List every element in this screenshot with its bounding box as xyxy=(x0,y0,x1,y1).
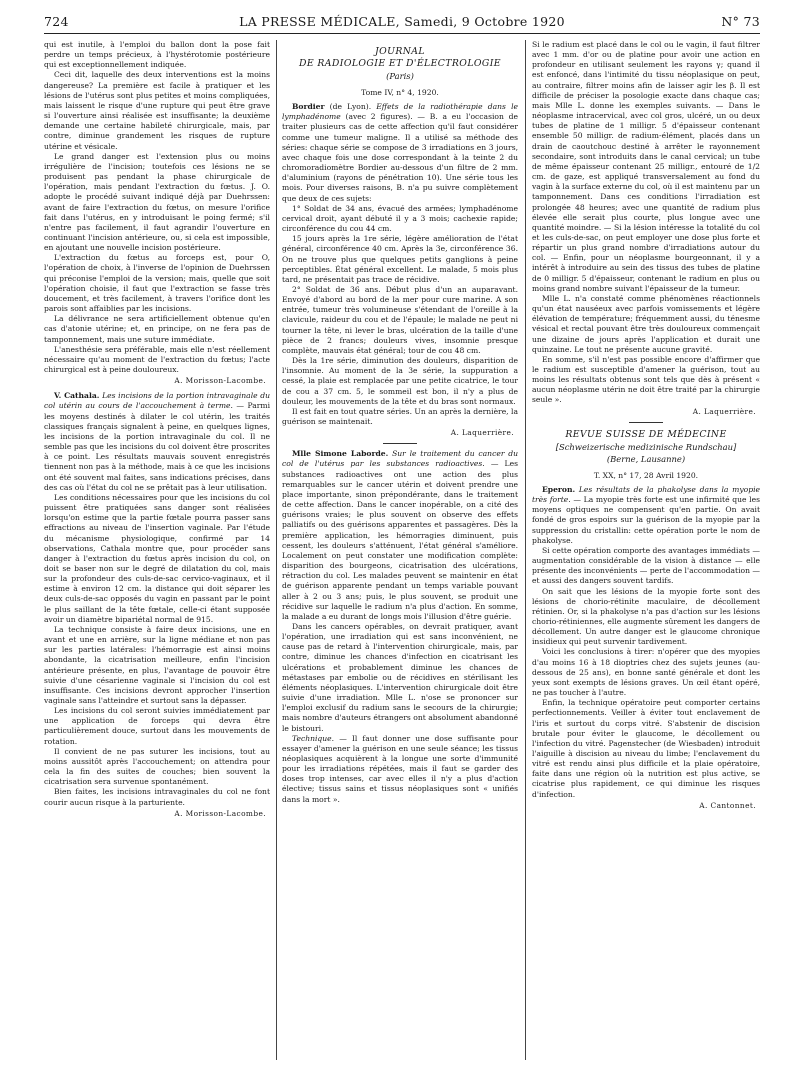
paragraph: Mlle L. n'a constaté comme phénomènes réactionnels qu'un état nauséeux avec parfois vomissements et légère élévation de température; fréquemment aussi, du ténesme vésical et rectal pouvant être très douloureux commençait une dizaine de jours après l'application et durait une quinzaine. Le tout ne présente aucune gravité. xyxy=(532,293,760,354)
page-number: 724 xyxy=(44,14,69,29)
paragraph: Il convient de ne pas suturer les incisions, tout au moins aussitôt après l'accouchement; on attendra pour cela la fin des suites de couches; bien souvent la cicatrisation sera survenue spontanément. xyxy=(44,746,270,787)
signature: A. Laquerrière. xyxy=(450,428,514,438)
paragraph: 1° Soldat de 34 ans, évacué des armées; lymphadénome cervical droit, ayant débuté il y a 3 mois; cachexie rapide; circonférence du cou 44 cm. xyxy=(282,203,518,234)
paragraph: Le grand danger est l'extension plus ou moins irrégulière de l'incision; toutefois ces lésions ne se produisent pas pendant la phase chirurgicale de l'opération, mais pendant l'extraction du fœtus. J. O. adopte le procédé suivant indiqué déjà par Duehrssen: avant de faire l'extraction du fœtus, on mesure l'orifice fait dans l'utérus, en y introduisant le poing fermé; s'il n'entre pas facilement, il faut agrandir l'ouverture en continuant l'incision antérieure, ou, si cela est impossible, en ajoutant une nouvelle incision postérieure. xyxy=(44,151,270,253)
paragraph: Les incisions du col seront suivies immédiatement par une application de forceps qui devra être particulièrement douce, surtout dans les mouvements de rotation. xyxy=(44,706,270,746)
paragraph: Si cette opération comporte des avantages immédiats — augmentation considérable de la vision à distance — elle présente des inconvénients — perte de l'accommodation — et aussi des dangers souvent tardifs. xyxy=(532,545,760,586)
paragraph: 2° Soldat de 36 ans. Début plus d'un an auparavant. Envoyé d'abord au bord de la mer pour cure marine. A son entrée, tumeur très volumineuse s'étendant de l'oreille à la clavicule, raideur du cou et de l'épaule; le malade ne peut ni tourner la tête, ni lever le bras, ulcération de la taille d'une pièce de 2 francs; douleurs vives, insomnie presque complète, mauvais état général; tour de cou 48 cm. xyxy=(282,284,518,355)
section-rule xyxy=(383,443,417,444)
journal-place: (Paris) xyxy=(386,71,414,81)
article-author: Mlle Simone Laborde. xyxy=(292,449,389,459)
paragraph: Les conditions nécessaires pour que les incisions du col puissent être pratiquées sans danger sont réalisées lorsqu'on estime que la partie fœtale pourra passer sans effractions au niveau de l'insertion vaginale. Par l'étude du mécanisme physiologique, confirmé par 14 observations, Cathala montre que, pour procéder sans danger à l'extraction du fœtus après incision du col, on doit se baser non sur le degré de dilatation du col, mais sur la profondeur des culs-de-sac cervico-vaginaux, et il estime à environ 12 cm. la distance qui doit séparer les deux culs-de-sac opposés du vagin en passant par le point le plus saillant de la tête fœtale, celle-ci étant supposée avoir un diamètre bipariétal normal de 915. xyxy=(44,492,270,624)
issue-number: N° 73 xyxy=(721,14,760,29)
paragraph: L'anesthésie sera préférable, mais elle n'est réellement nécessaire qu'au moment de l'extraction du fœtus; l'acte chirurgical est à peine douloureux. xyxy=(44,344,270,374)
journal-heading xyxy=(532,429,760,465)
running-title: LA PRESSE MÉDICALE, Samedi, 9 Octobre 1920 xyxy=(239,14,565,29)
paragraph: Ceci dit, laquelle des deux interventions est la moins dangereuse? La première est facile à pratiquer et les lésions de l'utérus sont plus petites et moins compliquées, mais laissent le risque d'une rupture qui peut être grave si l'ouverture ainsi réalisée est insuffisante; la deuxième demande une certaine habileté chirurgicale, mais, par contre, diminue grandement les risques de rupture utérine et vésicale. xyxy=(44,70,270,151)
paragraph: 15 jours après la 1re série, légère amélioration de l'état général, circonférence 40 cm. Après la 3e, circonférence 36. On ne trouve plus que quelques petits ganglions à peine perceptibles. État général excellent. Le malade, 5 mois plus tard, ne présentait pas trace de récidive. xyxy=(282,234,518,284)
paragraph: La technique consiste à faire deux incisions, une en avant et une en arrière, sur la ligne médiane et non pas sur les parties latérales: l'hémorragie est ainsi moins abondante, la cicatrisation meilleure, enfin l'incision antérieure présente, en plus, l'avantage de pouvoir être suivie d'une césarienne vaginale si l'incision du col est insuffisante. Ces incisions devront approcher l'insertion vaginale sans l'atteindre et surtout sans la dépasser. xyxy=(44,624,270,705)
paragraph: Dès la 1re série, diminution des douleurs, disparition de l'insomnie. Au moment de la 3e série, la suppuration a cessé, la plaie est remplacée par une petite cicatrice, le tour de cou a 37 cm. 5, le sommeil est bon, il n'y a plus de douleur, les mouvements de la tête et du bras sont normaux. xyxy=(282,356,518,406)
article-intro xyxy=(282,102,518,204)
article-intro xyxy=(282,449,518,622)
page-header xyxy=(44,14,760,32)
column-middle xyxy=(282,40,518,1060)
column-divider xyxy=(276,40,277,1060)
journal-name-line: DE RADIOLOGIE ET D'ÉLECTROLOGIE xyxy=(298,58,501,69)
column-right xyxy=(532,40,760,1060)
signature: A. Cantonnet. xyxy=(699,800,756,810)
paragraph: Dans les cancers opérables, on devrait pratiquer, avant l'opération, une irradiation qui est sans inconvénient, ne cause pas de retard à l'intervention chirurgicale, mais, par contre, diminue les chances d'infection en cicatrisant les ulcérations et probablement diminue les chances de métastases par embolie ou de récidives en stérilisant les éléments néoplasiques. L'intervention chirurgicale doit être suivie d'une irradiation. Mlle L. n'ose se prononcer sur l'emploi exclusif du radium sans le secours de la chirurgie; mais nombre d'auteurs étrangers ont absolument abandonné le bistouri. xyxy=(282,621,518,733)
header-rule xyxy=(44,33,760,34)
paragraph: L'extraction du fœtus au forceps est, pour O, l'opération de choix, à l'inverse de l'opinion de Duehrssen qui préconise l'emploi de la version; mais, quelle que soit l'opération choisie, il faut que l'extraction se fasse très doucement, et très facilement, à travers l'orifice dont les parois sont affaiblies par les incisions. xyxy=(44,253,270,314)
article-intro xyxy=(532,485,760,546)
article-title: Les incisions de la portion intravaginale du col utérin au cours de l'accouchement à terme. xyxy=(44,391,270,411)
paragraph: qui est inutile, à l'emploi du ballon dont la pose fait perdre un temps précieux, à l'hystérotomie postérieure qui est exceptionnellement indiquée. xyxy=(44,40,270,70)
paragraph: En somme, s'il n'est pas possible encore d'affirmer que le radium est susceptible d'amener la guérison, tout au moins les résultats obtenus sont tels que dès à présent « aucun néoplasme utérin ne doit être traité par la chirurgie seule ». xyxy=(532,354,760,405)
column-divider xyxy=(525,40,526,1060)
article-title: Sur le traitement du cancer du col de l'utérus par les substances radioactives. xyxy=(282,449,518,469)
signature: A. Morisson-Lacombe. xyxy=(174,376,266,386)
article-author: Bordier xyxy=(292,102,325,112)
article-text: — Les substances radioactives ont une action des plus remarquables sur le cancer utérin et doivent prendre une place importante, sinon prépondérante, dans le traitement de cette affection. Dans le cancer inopérable, on a cité des guérisons vraies; le plus souvent on observe des effets palliatifs ou des guérisons apparentes et passagères. Dès la première application, les hémorragies diminuent, puis cessent, les douleurs s'atténuent, l'état général s'améliore. Localement on peut constater une modification complète: disparition des bourgeons, cicatrisation des ulcérations, rétraction du col. Les malades peuvent se maintenir en état de guérison apparente pendant un temps variable pouvant aller à 2 ou 3 ans; puis, le plus souvent, se produit une récidive sur laquelle le radium n'a plus d'action. En somme, la malade a eu durant de longs mois l'illusion d'être guérie. xyxy=(282,459,518,621)
article-title: Les résultats de la phakolyse dans la myopie très forte. xyxy=(532,484,760,505)
article-author: V. Cathala. xyxy=(54,391,100,401)
article-text: — B. a eu l'occasion de traiter plusieurs cas de cette affection qu'il faut considérer comme une tumeur maligne. Il a utilisé sa méthode des séries: chaque série se compose de 3 irradiations en 3 jours, avec chaque fois une dose correspondant à la teinte 2 du chromoradiomètre Bordier au-dessous d'un filtre de 2 mm. d'aluminium (rayons de pénétration 10). Une série tous les mois. Pour diverses raisons, B. n'a pu suivre complètement que deux de ces sujets: xyxy=(282,112,518,203)
journal-issue: T. XX, n° 17, 28 Avril 1920. xyxy=(593,470,699,480)
signature: A. Morisson-Lacombe. xyxy=(174,808,266,818)
paragraph: Il est fait en tout quatre séries. Un an après la dernière, la guérison se maintenait. xyxy=(282,406,518,426)
paragraph: La délivrance ne sera artificiellement obtenue qu'en cas d'atonie utérine; et, en principe, on ne fera pas de tamponnement, mais une suture immédiate. xyxy=(44,314,270,344)
article-intro xyxy=(44,391,270,493)
paragraph: Enfin, la technique opératoire peut comporter certains perfectionnements. Veiller à éviter tout enclavement de l'iris et surtout du corps vitré. S'abstenir de discision brutale pour éviter le glaucome, le décollement ou l'infection du vitré. Pagenstecher (de Wiesbaden) introduit l'aiguille à discision au niveau du limbe; l'enclavement du vitré est rendu ainsi plus difficile et la plaie opératoire, faite dans une région où la nutrition est plus active, se cicatrise plus rapidement, ce qui diminue les risques d'infection. xyxy=(532,698,760,799)
signature: A. Laquerrière. xyxy=(692,406,756,416)
article-origin: (de Lyon). xyxy=(329,102,372,112)
journal-issue: Tome IV, n° 4, 1920. xyxy=(361,88,439,97)
paragraph: Bien faites, les incisions intravaginales du col ne font courir aucun risque à la parturiente. xyxy=(44,787,270,807)
paragraph: On sait que les lésions de la myopie forte sont des lésions de chorio-rétinite maculaire, de décollement rétinien. Or, si la phakolyse n'a pas d'action sur les lésions chorio-rétiniennes, elle augmente sûrement les dangers de décollement. Un autre danger est le glaucome chronique insidieux qui peut survenir tardivement. xyxy=(532,586,760,647)
paragraph-text: — Il faut donner une dose suffisante pour essayer d'amener la guérison en une seule séance; les tissus néoplasiques acquièrent à la longue une sorte d'immunité pour les irradiations répétées, mais il faut se garder des doses trop intenses, car avec elles il n'y a plus d'action élective; tissus sains et tissus néoplasiques sont « unifiés dans la mort ». xyxy=(282,733,518,804)
paragraph: Si le radium est placé dans le col ou le vagin, il faut filtrer avec 1 mm. d'or ou de platine pour avoir une action en profondeur en utilisant seulement les rayons γ; quand il est enfoncé, dans l'intimité du tissu néoplasique on peut, au contraire, filtrer moins afin de laisser agir les β. Il est difficile de préciser la posologie exacte dans chaque cas; mais Mlle L. donne les exemples suivants. — Dans le néoplasme intracervical, avec col gros, ulcéré, un ou deux tubes de platine de 1 milligr. 5 d'épaisseur contenant ensemble 50 milligr. de radium-élément, placés dans un drain de caoutchouc destiné à arrêter le rayonnement secondaire, sont introduits dans le canal cervical; un tube de même épaisseur contenant 25 milligr., entouré de 1/2 cm. de gaze, est appliqué transversalement au fond du vagin à la surface externe du col, où il est maintenu par un tamponnement. Dans ces conditions l'irradiation est prolongée 48 heures; avec une quantité de radium plus élevée elle serait plus courte, plus longue avec une quantité moindre. — Si la lésion intéresse la totalité du col et les culs-de-sac, on peut employer une dose plus forte et répartir un plus grand nombre d'irradiations autour du col. — Enfin, pour un néoplasme bourgeonnant, il y a intérêt à introduire au sein des tissus des tubes de platine de 0 milligr. 5 d'épaisseur, contenant le radium en plus ou moins grand nombre suivant l'épaisseur de la tumeur. xyxy=(532,40,760,293)
paragraph-lead: Technique. xyxy=(292,733,335,743)
article-author: Eperon. xyxy=(542,484,576,494)
journal-name-line: REVUE SUISSE DE MÉDECINE xyxy=(565,428,727,440)
column-left xyxy=(44,40,270,1060)
paragraph: Voici les conclusions à tirer: n'opérer que des myopies d'au moins 16 à 18 dioptries chez des sujets jeunes (au-dessous de 25 ans), en bonne santé générale et dont les yeux sont exempts de lésions graves. Un œil étant opéré, ne pas toucher à l'autre. xyxy=(532,647,760,698)
journal-name-line: [Schweizerische medizinische Rundschau] xyxy=(555,441,737,452)
journal-name-line: JOURNAL xyxy=(374,46,425,57)
article-text: — Parmi les moyens destinés à dilater le col utérin, les traités classiques français signalent à peine, en quelques lignes, les incisions de la portion intravaginale du col. Il ne semble pas que les incisions du col doivent être proscrites à ce point. Les résultats mauvais souvent enregistrés tiennent non pas à la méthode, mais à ce que les incisions ont été souvent mal faites, sans indications précises, dans des cas où l'état du col ne se prêtait pas à leur utilisation. xyxy=(44,401,270,492)
article-title: Effets de la radiothérapie dans le lymphadénome xyxy=(282,102,518,122)
journal-heading xyxy=(282,46,518,82)
paragraph xyxy=(282,734,518,805)
article-figures: (avec 2 figures). xyxy=(345,112,413,122)
article-text: — La myopie très forte est une infirmité que les moyens optiques ne compensent qu'en partie. On avait fondé de gros espoirs sur la guérison de la myopie par la suppression du cristallin: cette opération porte le nom de phakolyse. xyxy=(532,495,760,545)
section-rule xyxy=(629,422,663,423)
journal-place: (Berne, Lausanne) xyxy=(606,453,686,464)
